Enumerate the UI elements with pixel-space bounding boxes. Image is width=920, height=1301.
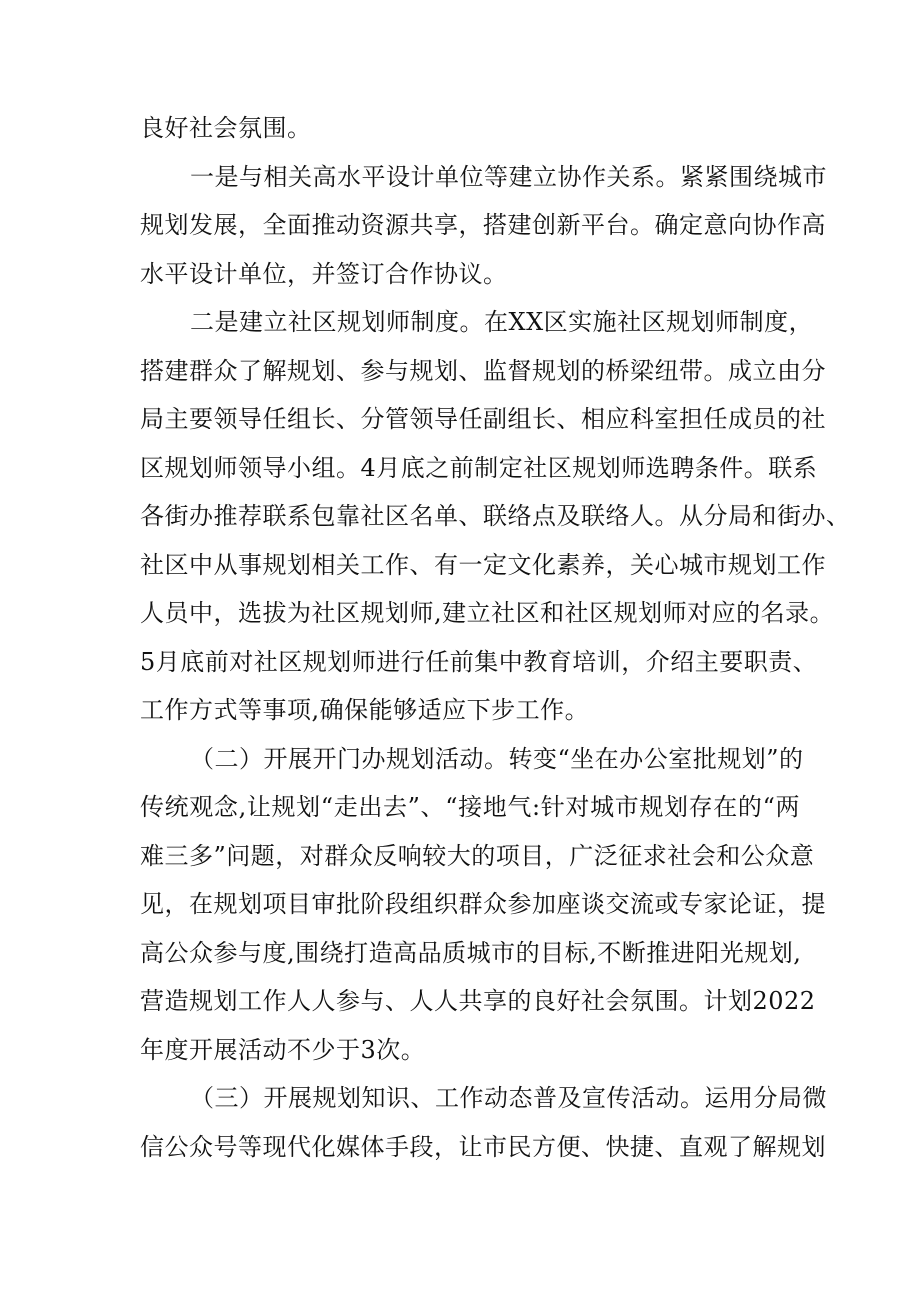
text-line: 营造规划工作人人参与、人人共享的良好社会氛围。计划2022 xyxy=(140,987,816,1015)
paragraph-5 xyxy=(140,1074,827,1171)
paragraph-1 xyxy=(140,104,800,153)
paragraph-4 xyxy=(140,735,826,1075)
text-line: 水平设计单位，并签订合作协议。 xyxy=(140,259,508,288)
text-line: 良好社会氛围。 xyxy=(140,114,312,142)
text-line: 高公众参与度,围绕打造高品质城市的目标,不断推进阳光规划, xyxy=(140,938,802,967)
text-line: 规划发展，全面推动资源共享，搭建创新平台。确定意向协作高 xyxy=(140,211,826,239)
text-line: 区规划师领导小组。4月底之前制定社区规划师选聘条件。联系 xyxy=(140,453,818,482)
text-line: 工作方式等事项,确保能够适应下步工作。 xyxy=(140,696,590,724)
text-line: 见，在规划项目审批阶段组织群众参加座谈交流或专家论证，提 xyxy=(140,890,826,918)
text-line: 年度开展活动不少于3次。 xyxy=(140,1035,426,1064)
text-line: （三）开展规划知识、工作动态普及宣传活动。运用分局微 xyxy=(190,1084,827,1112)
text-line: 信公众号等现代化媒体手段，让市民方便、快捷、直观了解规划 xyxy=(140,1132,826,1161)
text-line: 二是建立社区规划师制度。在XX区实施社区规划师制度， xyxy=(190,308,814,336)
text-line: 局主要领导任组长、分管领导任副组长、相应科室担任成员的社 xyxy=(140,405,826,433)
text-line: 人员中，选拔为社区规划师,建立社区和社区规划师对应的名录。 xyxy=(140,599,835,627)
text-line: （二）开展开门办规划活动。转变“坐在办公室批规划”的 xyxy=(190,744,804,773)
text-line: 难三多”问题，对群众反响较大的项目，广泛征求社会和公众意 xyxy=(140,841,815,870)
text-line: 搭建群众了解规划、参与规划、监督规划的桥梁纽带。成立由分 xyxy=(140,356,826,385)
text-line: 社区中从事规划相关工作、有一定文化素养，关心城市规划工作 xyxy=(140,550,826,579)
text-line: 一是与相关高水平设计单位等建立协作关系。紧紧围绕城市 xyxy=(190,162,827,191)
text-line: 传统观念,让规划“走出去”、“接地气:针对城市规划存在的“两 xyxy=(140,793,800,821)
text-line: 各街办推荐联系包靠社区名单、联络点及联络人。从分局和街办、 xyxy=(140,502,851,530)
paragraph-3 xyxy=(140,298,851,735)
document-body xyxy=(140,104,851,1171)
text-line: 5月底前对社区规划师进行任前集中教育培训，介绍主要职责、 xyxy=(140,647,818,676)
paragraph-2 xyxy=(140,153,827,299)
